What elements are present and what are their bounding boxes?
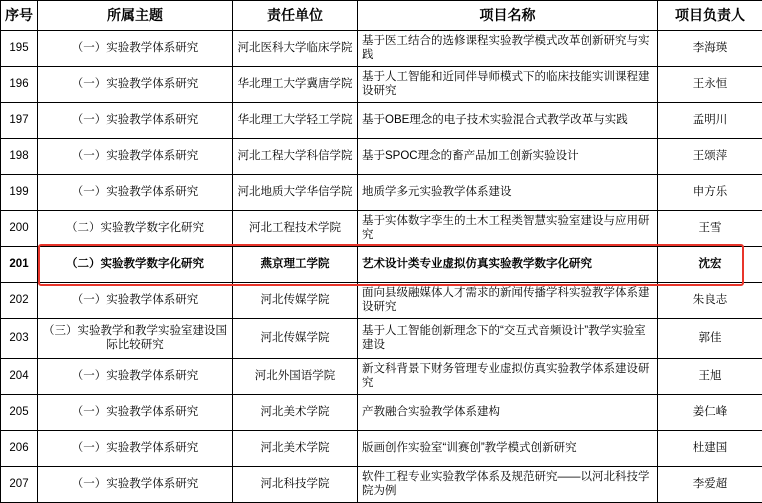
cell-theme: （一）实验教学体系研究 — [38, 175, 233, 211]
cell-seq: 201 — [1, 247, 38, 283]
cell-name: 基于实体数字孪生的土木工程类智慧实验室建设与应用研究 — [358, 211, 658, 247]
cell-name: 基于人工智能和近同伴导师模式下的临床技能实训课程建设研究 — [358, 67, 658, 103]
cell-seq: 199 — [1, 175, 38, 211]
cell-person: 王颂萍 — [658, 139, 762, 175]
cell-person: 郭佳 — [658, 319, 762, 359]
column-header-name: 项目名称 — [358, 1, 658, 31]
cell-theme: （一）实验教学体系研究 — [38, 359, 233, 395]
cell-person: 申方乐 — [658, 175, 762, 211]
cell-name: 基于OBE理念的电子技术实验混合式教学改革与实践 — [358, 103, 658, 139]
cell-theme: （一）实验教学体系研究 — [38, 467, 233, 503]
cell-unit: 河北工程技术学院 — [233, 211, 358, 247]
table-row — [1, 283, 762, 319]
cell-name: 面向县级融媒体人才需求的新闻传播学科实验教学体系建设研究 — [358, 283, 658, 319]
cell-name: 软件工程专业实验教学体系及规范研究——以河北科技学院为例 — [358, 467, 658, 503]
cell-theme: （二）实验教学数字化研究 — [38, 247, 233, 283]
cell-seq: 206 — [1, 431, 38, 467]
table-row — [1, 31, 762, 67]
cell-person: 王旭 — [658, 359, 762, 395]
cell-person: 沈宏 — [658, 247, 762, 283]
cell-unit: 河北医科大学临床学院 — [233, 31, 358, 67]
cell-person: 李爱超 — [658, 467, 762, 503]
table-row — [1, 139, 762, 175]
cell-seq: 195 — [1, 31, 38, 67]
table-row-highlighted — [1, 247, 762, 283]
cell-seq: 204 — [1, 359, 38, 395]
cell-unit: 河北工程大学科信学院 — [233, 139, 358, 175]
cell-unit: 河北外国语学院 — [233, 359, 358, 395]
cell-theme: （三）实验教学和教学实验室建设国际比较研究 — [38, 319, 233, 359]
cell-name: 新文科背景下财务管理专业虚拟仿真实验教学体系建设研究 — [358, 359, 658, 395]
cell-person: 朱良志 — [658, 283, 762, 319]
cell-theme: （一）实验教学体系研究 — [38, 103, 233, 139]
table-row — [1, 395, 762, 431]
cell-theme: （二）实验教学数字化研究 — [38, 211, 233, 247]
cell-theme: （一）实验教学体系研究 — [38, 283, 233, 319]
cell-seq: 202 — [1, 283, 38, 319]
cell-seq: 205 — [1, 395, 38, 431]
cell-unit: 河北科技学院 — [233, 467, 358, 503]
table-row — [1, 431, 762, 467]
table-row — [1, 211, 762, 247]
cell-unit: 华北理工大学冀唐学院 — [233, 67, 358, 103]
cell-unit: 河北传媒学院 — [233, 319, 358, 359]
cell-person: 王雪 — [658, 211, 762, 247]
cell-person: 李海瑛 — [658, 31, 762, 67]
cell-name: 基于医工结合的选修课程实验教学模式改革创新研究与实践 — [358, 31, 658, 67]
table-row — [1, 319, 762, 359]
cell-seq: 200 — [1, 211, 38, 247]
cell-seq: 207 — [1, 467, 38, 503]
cell-seq: 203 — [1, 319, 38, 359]
table-row — [1, 467, 762, 503]
cell-person: 姜仁峰 — [658, 395, 762, 431]
cell-seq: 198 — [1, 139, 38, 175]
column-header-seq: 序号 — [1, 1, 38, 31]
cell-unit: 河北美术学院 — [233, 431, 358, 467]
column-header-person: 项目负责人 — [658, 1, 762, 31]
table-row — [1, 103, 762, 139]
column-header-unit: 责任单位 — [233, 1, 358, 31]
cell-unit: 燕京理工学院 — [233, 247, 358, 283]
column-header-theme: 所属主题 — [38, 1, 233, 31]
cell-seq: 197 — [1, 103, 38, 139]
cell-theme: （一）实验教学体系研究 — [38, 395, 233, 431]
table-row — [1, 67, 762, 103]
table-body — [1, 31, 762, 503]
cell-theme: （一）实验教学体系研究 — [38, 431, 233, 467]
cell-seq: 196 — [1, 67, 38, 103]
cell-unit: 河北地质大学华信学院 — [233, 175, 358, 211]
cell-name: 版画创作实验室“训赛创”教学模式创新研究 — [358, 431, 658, 467]
cell-unit: 华北理工大学轻工学院 — [233, 103, 358, 139]
cell-person: 杜建国 — [658, 431, 762, 467]
cell-unit: 河北美术学院 — [233, 395, 358, 431]
table-header — [1, 1, 762, 31]
cell-unit: 河北传媒学院 — [233, 283, 358, 319]
cell-name: 基于SPOC理念的畜产品加工创新实验设计 — [358, 139, 658, 175]
table-row — [1, 175, 762, 211]
cell-person: 王永恒 — [658, 67, 762, 103]
cell-name: 基于人工智能创新理念下的“交互式音频设计”教学实验室建设 — [358, 319, 658, 359]
cell-name: 艺术设计类专业虚拟仿真实验教学数字化研究 — [358, 247, 658, 283]
cell-theme: （一）实验教学体系研究 — [38, 67, 233, 103]
table-row — [1, 359, 762, 395]
cell-name: 产教融合实验教学体系建构 — [358, 395, 658, 431]
cell-name: 地质学多元实验教学体系建设 — [358, 175, 658, 211]
cell-person: 孟明川 — [658, 103, 762, 139]
cell-theme: （一）实验教学体系研究 — [38, 139, 233, 175]
header-row — [1, 1, 762, 31]
cell-theme: （一）实验教学体系研究 — [38, 31, 233, 67]
